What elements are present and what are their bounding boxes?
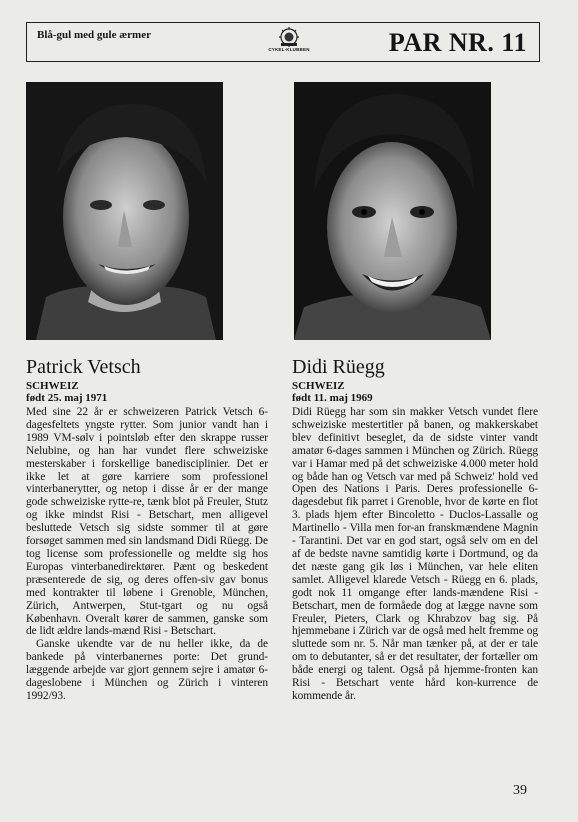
biography-paragraph: Ganske ukendte var de nu heller ikke, da de bankede på vinterbanernes porte: Det grund-læggende arbejde var gjort gennem sejre i amatør 6-dageslobene i München og Zürich i vinteren 1992/93. [26,638,268,702]
rider-country: SCHWEIZ [26,380,79,392]
rider-biography [292,406,538,703]
page-header [26,22,540,62]
rider-birthdate: født 11. maj 1969 [292,392,373,404]
biography-paragraph: Didi Rüegg har som sin makker Vetsch vundet flere schweiziske mestertitler på banen, og makkerskabet blev definitivt beseglet, da de sidste vinter vandt amatør 6-dages sammen i München og Zürich. Rüegg var i Hamar med på det schweiziske 4.000 meter hold og både han og Vetsch var med på Schweiz' hold ved Open des Nations i Paris. Deres professionelle 6-dagesdebut fik parret i Grenoble, hvor de kørte en flot 3. plads hjem efter Bincoletto - Duclos-Lassalle og Martinello - Villa men for-an franskmændene Magnin - Tarantini. Det var en god start, også selv om en del af de bedste navne samtidig kørte i Dortmund, og da det næste gang gik løs i München, var hele eliten samlet. Alligevel klarede Vetsch - Rüegg en 6. plads, godt nok 11 omgange efter lands-mændene Risi - Betschart, men de formåede dog at lægge navne som Freuler, Pieters, Clark og Khrabzov bag sig. På hjemmebane i Zürich var de også med helt fremme og sluttede som nr. 5. Når man tænker på, at der er tale om to debutanter, så er det resultater, der fortæller om både energi og talent. Også på hjemme-fronten kan Risi - Betschart vente hård kon-kurrence de kommende år. [292,406,538,702]
rider-photo-ruegg [294,82,491,340]
issue-title: PAR NR. 11 [388,28,527,57]
page-number: 39 [513,783,527,798]
rider-photo-vetsch [26,82,223,340]
rider-name: Didi Rüegg [292,356,385,378]
rider-biography [26,406,268,703]
biography-paragraph: Med sine 22 år er schweizeren Patrick Vetsch 6-dagesfeltets yngste rytter. Som junior vandt han i 1989 VM-sølv i pointsløb efter den skrappe russer Nelubine, og han har vundet flere schweiziske mesterskaber i forskellige banedisciplinier. Det er ikke let at gøre karriere som professionel vinterbanerytter, og netop i disse år er der mange gode schweiziske rytte-re, tænk blot på Freuler, Stutz og ikke mindst Risi - Betschart, men alligevel besluttede Vetsch sig sidste sommer til at gøre forsøget sammen med sin landsmand Didi Rüegg. De tog license som professionelle og meldte sig hos Europas vinterbanedirektører. Pænt og beskedent præsenterede de sig, og deres offen-siv gav bonus med kontrakter til løbene i Grenoble, München, Zürich, Antwerpen, Stut-tgart og nu også København. Overalt kører de sammen, ganske som de lidt ældre lands-mænd Risi - Betschart. [26,406,268,638]
rider-country: SCHWEIZ [292,380,345,392]
rider-profile-ruegg [292,356,538,703]
cycling-club-logo [268,26,310,60]
rider-birthdate: født 25. maj 1971 [26,392,108,404]
rider-name: Patrick Vetsch [26,356,141,378]
jersey-description: Blå-gul med gule ærmer [37,29,151,41]
logo-text: CYKEL-KLUBBEN [268,47,310,52]
rider-profile-vetsch [26,356,268,703]
